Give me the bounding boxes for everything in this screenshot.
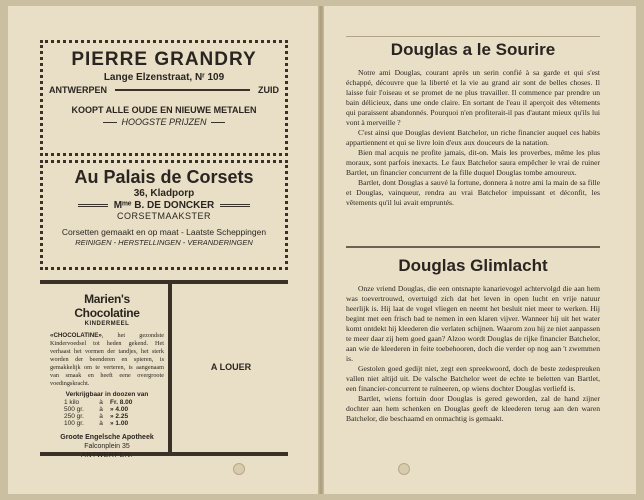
grandry-slogan: KOOPT ALLE OUDE EN NIEUWE METALEN bbox=[71, 105, 257, 115]
article-french-title: Douglas a le Sourire bbox=[390, 40, 556, 59]
grandry-price: HOOGSTE PRIJZEN bbox=[121, 117, 207, 127]
corsets-repairs: REINIGEN - HERSTELLINGEN - VERANDERINGEN bbox=[75, 238, 253, 247]
grandry-city: ANTWERPEN bbox=[49, 85, 107, 95]
dash-left bbox=[103, 122, 117, 123]
price-row bbox=[64, 399, 164, 406]
price-row bbox=[64, 413, 164, 420]
chocolatine-sold-in: Verkrijgbaar in doozen van bbox=[65, 390, 149, 398]
corsets-address: 36, Kladporp bbox=[133, 188, 195, 199]
corsets-name: Au Palais de Corsets bbox=[74, 167, 254, 187]
price-row bbox=[64, 406, 164, 413]
price-at: à bbox=[99, 398, 103, 406]
article-paragraph: Notre ami Douglas, courant après un serin confié à sa garde et qui s'est échappé, découvre que la liberté et la vie au grand air sont de belles choses. Il laisse fuir l'oiseau et se promet de ne plus travailler. Il commence par prendre un bain délicieux, dans une onde claire. En sortant de l'eau il aperçoit des vêtements qui paraissent abandonnés. Pourquoi n'en profiterait-il pas d'autant mieux qu'ils lui vont à merveille ? bbox=[346, 68, 600, 128]
article-dutch-title: Douglas Glimlacht bbox=[398, 256, 548, 275]
corsets-owner: Mᵐᵉ B. DE DONCKER bbox=[113, 200, 215, 211]
price-value: » 2.25 bbox=[110, 412, 129, 420]
chocolatine-text: , het gezondste Kindervoedsel tot heden gekend. Het verhaast het vormen der tandjes, het sterk worden der beenderen en spieren, is gemakkelijk om te verteren, is aangenaam van smaak en heeft eene overgroote voedingskracht. bbox=[50, 332, 164, 387]
article-french bbox=[346, 40, 600, 208]
grandry-rule bbox=[115, 89, 250, 91]
price-qty: 1 kilo bbox=[64, 398, 80, 406]
article-dutch-body bbox=[346, 284, 600, 424]
price-qty: 100 gr. bbox=[64, 419, 84, 427]
chocolatine-subtitle: KINDERMEEL bbox=[84, 321, 130, 327]
article-french-body bbox=[346, 68, 600, 208]
price-qty: 250 gr. bbox=[64, 412, 84, 420]
price-value: Fr. 8.00 bbox=[110, 398, 133, 406]
price-value: » 4.00 bbox=[110, 405, 129, 413]
binding-hole-right bbox=[398, 463, 410, 475]
article-paragraph: Bartlet, dont Douglas a sauvé la fortune, donnera à notre ami la main de sa fille et Douglas, vainqueur, rendra au vrai Batchelor impuissant et déconfit, les vêtements qu'il lui avait empruntés. bbox=[346, 178, 600, 208]
pharmacy-city: ANTWERPEN. bbox=[81, 451, 133, 459]
grandry-city-row bbox=[43, 83, 285, 95]
for-rent-label: A LOUER bbox=[210, 362, 252, 372]
rule-top bbox=[40, 280, 288, 284]
binding-hole-left bbox=[233, 463, 245, 475]
owner-bar-left bbox=[78, 204, 108, 207]
owner-bar-right bbox=[220, 204, 250, 207]
dash-right bbox=[211, 122, 225, 123]
grandry-price-line bbox=[43, 117, 285, 127]
corsets-owner-row bbox=[43, 200, 285, 211]
price-value: » 1.00 bbox=[110, 419, 129, 427]
rule-vertical bbox=[168, 284, 172, 452]
price-row bbox=[64, 420, 164, 427]
chocolatine-title: Marien's Chocolatine bbox=[74, 292, 140, 320]
chocolatine-price-list bbox=[64, 399, 164, 427]
article-paragraph: Gestolen goed gedijt niet, zegt een spreekwoord, doch de beste zedespreuken vallen niet altijd uit. De valsche Batchelor weet de echte te beletten van Bartlet, een financier-concurrent te ruïneeren, op wiens dochter Douglas verliefd is. bbox=[346, 364, 600, 394]
grandry-advertisement bbox=[40, 40, 288, 156]
article-separator bbox=[346, 246, 600, 248]
price-at: à bbox=[99, 412, 103, 420]
pharmacy-name: Groote Engelsche Apotheek bbox=[60, 433, 154, 441]
chocolatine-description: «CHOCOLATINE», het gezondste Kindervoedsel tot heden gekend. Het verhaast het vormen der tandjes, het sterk worden der beenderen en spieren, is gemakkelijk om te verteren, is aangenaam van smaak en heeft eene overgroote voedingskracht. bbox=[50, 332, 164, 387]
chocolatine-lead: CHOCOLATINE bbox=[53, 332, 99, 339]
corsets-trade: CORSETMAAKSTER bbox=[116, 211, 211, 221]
price-at: à bbox=[99, 405, 103, 413]
article-paragraph: Bien mal acquis ne profite jamais, dit-on. Mais les proverbes, même les plus moraux, sont parfois inexacts. Le faux Batchelor saura empêcher le vrai de ruiner Bartlet, un financier concurrent de la fille duquel Douglas tombe amoureux. bbox=[346, 148, 600, 178]
article-paragraph: C'est ainsi que Douglas devient Batchelor, un riche financier auquel ces habits appartiennent et qui se livre loin d'eux aux douceurs de la natation. bbox=[346, 128, 600, 148]
right-page-top-rule bbox=[346, 36, 600, 37]
chocolatine-advertisement bbox=[50, 292, 164, 459]
price-at: à bbox=[99, 419, 103, 427]
grandry-area: ZUID bbox=[258, 85, 279, 95]
grandry-address: Lange Elzenstraat, Nʳ 109 bbox=[103, 72, 225, 83]
article-paragraph: Bartlet, wiens fortuin door Douglas is gered geworden, zal de hand zijner dochter aan hem schenken en Douglas geeft de kleederen terug aan den waren Batchelor, die beschaamd en onmachtig is gemaakt. bbox=[346, 394, 600, 424]
pharmacy-street: Falconplein 35 bbox=[84, 442, 130, 450]
corsets-services: Corsetten gemaakt en op maat - Laatste Scheppingen bbox=[61, 227, 267, 237]
price-qty: 500 gr. bbox=[64, 405, 84, 413]
grandry-name: PIERRE GRANDRY bbox=[71, 49, 257, 70]
corsets-advertisement bbox=[40, 160, 288, 270]
article-paragraph: Onze vriend Douglas, die een ontsnapte kanarievogel achtervolgd die aan hem was toevertrouwd, overtuigd zich dat het leven in open lucht en vrije natuur heerlijk is. Hij laat de vogel vliegen en neemt het besluit niet meer te werken. Hij begint met een frisch bad te nemen in een klaren vijver. Wanneer hij uit het water komt ontdekt hij kleederen die verlaten schijnen. Waarom zou hij ze niet aanpassen te meer daar zij hem goed gaan? Alzoo wordt Douglas de rijke financier Batchelor, aan wie de kleederen in feite toebehooren, doch die verder op nog aan 't zwemmen is. bbox=[346, 284, 600, 364]
book-gutter bbox=[318, 6, 324, 494]
article-dutch bbox=[346, 256, 600, 424]
